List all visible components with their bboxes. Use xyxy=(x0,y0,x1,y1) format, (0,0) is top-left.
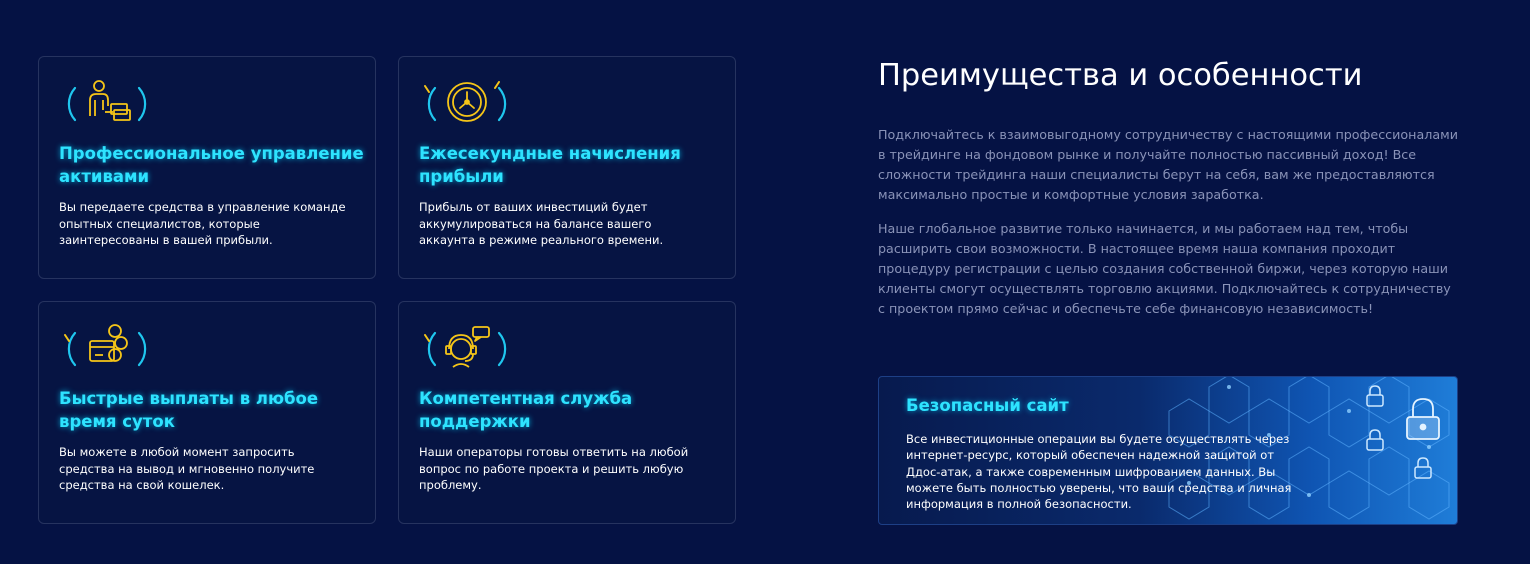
feature-title: Ежесекундные начисления прибыли xyxy=(419,144,681,186)
support-operator-icon xyxy=(419,317,515,373)
asset-management-icon xyxy=(59,72,155,128)
feature-text: Наши операторы готовы ответить на любой вопрос по работе проекта и решить любую проблему. xyxy=(419,445,689,492)
feature-title: Компетентная служба поддержки xyxy=(419,389,633,431)
feature-card-per-second-profit xyxy=(398,56,736,279)
feature-text: Прибыль от ваших инвестиций будет аккумулироваться на балансе вашего аккаунта в режиме реального времени. xyxy=(419,200,664,247)
lock-icon xyxy=(1407,399,1439,439)
feature-text: Вы передаете средства в управление команде опытных специалистов, которые заинтересованы в вашей прибыли. xyxy=(59,200,346,247)
fast-payout-icon xyxy=(59,317,155,373)
feature-title: Профессиональное управление активами xyxy=(59,144,364,186)
section-title: Преимущества и особенности xyxy=(878,58,1363,93)
secure-site-banner xyxy=(878,376,1458,525)
feature-card-asset-management xyxy=(38,56,376,279)
feature-title: Быстрые выплаты в любое время суток xyxy=(59,389,319,431)
intro-paragraph-1: Подключайтесь к взаимовыгодному сотрудничеству с настоящими профессионалами в трейдинге на фондовом рынке и получайте полностью пассивный доход! Все сложности трейдинга наши специалисты берут на себя, вам же предоставляются максимально простые и комфортные условия заработка. xyxy=(878,127,1458,202)
clock-profit-icon xyxy=(419,72,515,128)
feature-card-fast-payouts xyxy=(38,301,376,524)
secure-site-title: Безопасный сайт xyxy=(906,396,1069,415)
feature-card-support xyxy=(398,301,736,524)
intro-paragraph-2: Наше глобальное развитие только начинается, и мы работаем над тем, чтобы расширить свои возможности. В настоящее время наша компания проходит процедуру регистрации с целью создания собственной биржи, через которую наши клиенты смогут осуществлять торговлю акциями. Подключайтесь к сотрудничеству с проектом прямо сейчас и обеспечьте себе финансовую независимость! xyxy=(878,221,1451,316)
secure-site-text: Все инвестиционные операции вы будете осуществлять через интернет-ресурс, который обеспечен надежной защитой от Ддос-атак, а также современным шифрованием данных. Вы можете быть полностью уверены, что ваши средства и личная информация в полной безопасности. xyxy=(906,432,1292,512)
feature-text: Вы можете в любой момент запросить средства на вывод и мгновенно получите средства на свой кошелек. xyxy=(59,445,315,492)
